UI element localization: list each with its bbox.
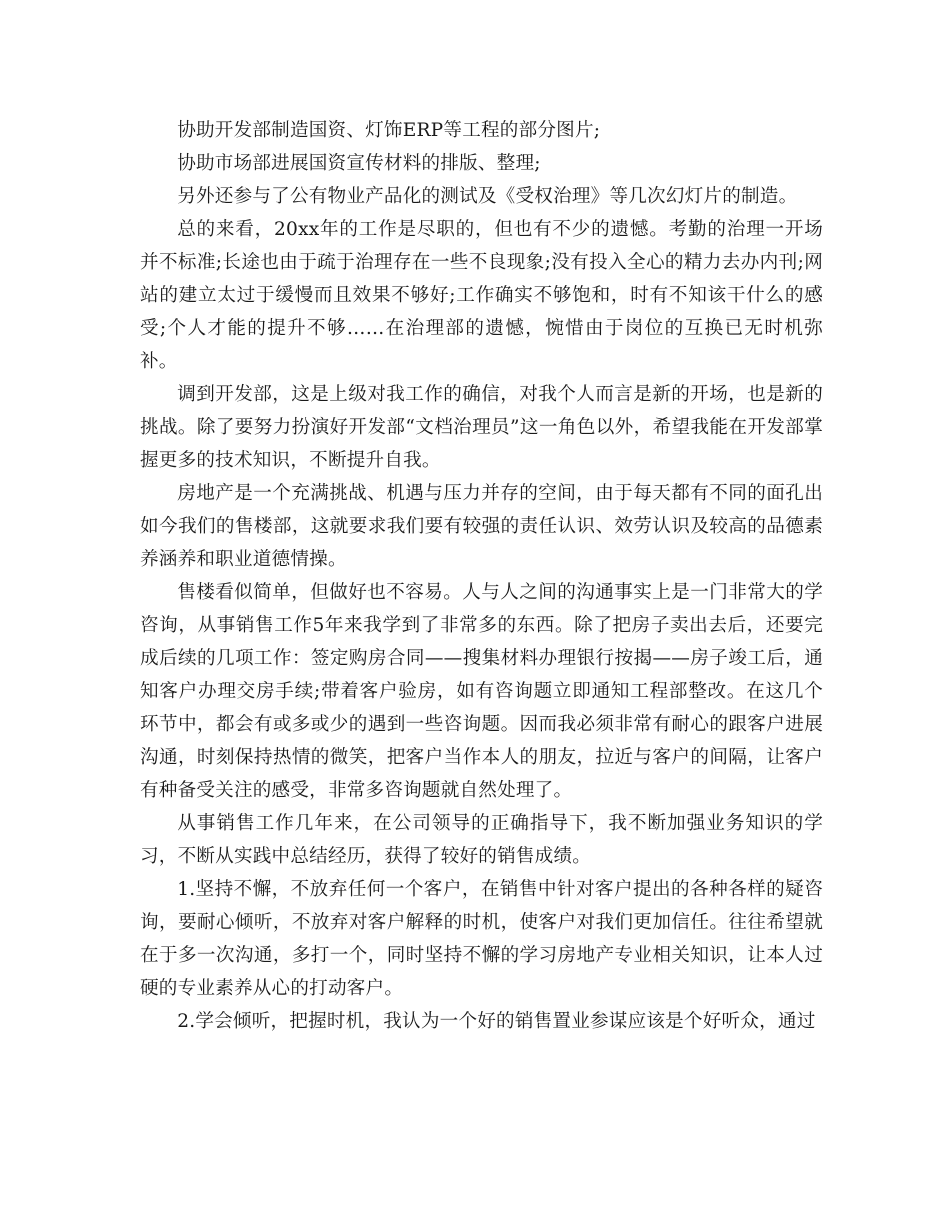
paragraph-4: 总的来看，20xx年的工作是尽职的，但也有不少的遗憾。考勤的治理一开场并不标准;长途也由于疏于治理存在一些不良现象;没有投入全心的精力去办内刊;网站的建立太过于缓慢而且效果不够好;工作确实不够饱和，时有不知该干什么的感受;个人才能的提升不够……在治理部的遗憾，惋惜由于岗位的互换已无时机弥补。	[140, 219, 823, 372]
paragraph-1: 协助开发部制造国资、灯饰ERP等工程的部分图片;	[177, 120, 601, 141]
paragraph-6: 房地产是一个充满挑战、机遇与压力并存的空间，由于每天都有不同的面孔出如今我们的售楼部，这就要求我们要有较强的责任认识、效劳认识及较高的品德素养涵养和职业道德情操。	[140, 483, 823, 570]
paragraph-7: 售楼看似简单，但做好也不容易。人与人之间的沟通事实上是一门非常大的学咨询，从事销售工作5年来我学到了非常多的东西。除了把房子卖出去后，还要完成后续的几项工作：签定购房合同——搜集材料办理银行按揭——房子竣工后，通知客户办理交房手续;带着客户验房，如有咨询题立即通知工程部整改。在这几个环节中，都会有或多或少的遇到一些咨询题。因而我必须非常有耐心的跟客户进展沟通，时刻保持热情的微笑，把客户当作本人的朋友，拉近与客户的间隔，让客户有种备受关注的感受，非常多咨询题就自然处理了。	[140, 582, 823, 801]
paragraph-2: 协助市场部进展国资宣传材料的排版、整理;	[177, 153, 541, 174]
paragraph-9: 1.坚持不懈，不放弃任何一个客户，在销售中针对客户提出的各种各样的疑咨询，要耐心倾听，不放弃对客户解释的时机，使客户对我们更加信任。往往希望就在于多一次沟通，多打一个，同时坚持不懈的学习房地产专业相关知识，让本人过硬的专业素养从心的打动客户。	[140, 879, 823, 999]
paragraph-3: 另外还参与了公有物业产品化的测试及《受权治理》等几次幻灯片的制造。	[177, 186, 798, 207]
paragraph-8: 从事销售工作几年来，在公司领导的正确指导下，我不断加强业务知识的学习，不断从实践中总结经历，获得了较好的销售成绩。	[140, 813, 823, 867]
document-body	[140, 114, 823, 1038]
paragraph-5: 调到开发部，这是上级对我工作的确信，对我个人而言是新的开场，也是新的挑战。除了要努力扮演好开发部“文档治理员”这一角色以外，希望我能在开发部掌握更多的技术知识，不断提升自我。	[140, 384, 823, 471]
paragraph-10: 2.学会倾听，把握时机，我认为一个好的销售置业参谋应该是个好听众，通过	[177, 1011, 816, 1032]
